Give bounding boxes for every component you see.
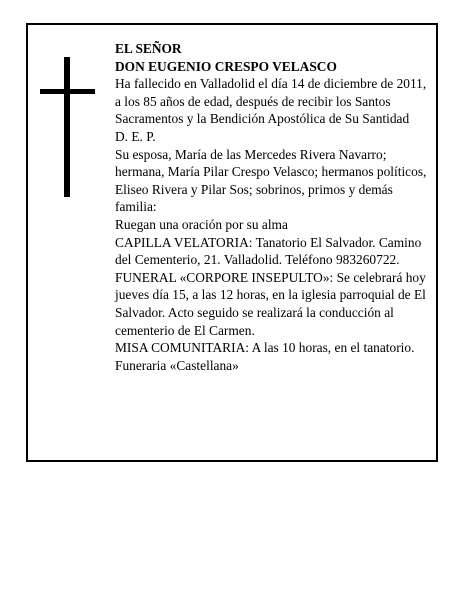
notice-text <box>115 40 427 374</box>
notice-title-line-2: DON EUGENIO CRESPO VELASCO <box>115 58 337 74</box>
notice-paragraph-prayer: Ruegan una oración por su alma <box>115 216 288 232</box>
notice-paragraph-death: Ha fallecido en Valladolid el día 14 de diciembre de 2011, a los 85 años de edad, después de recibir los Santos Sacramentos y la Bendición Apostólica de Su Santidad <box>115 76 427 127</box>
latin-cross-icon <box>40 57 95 197</box>
notice-paragraph-funeral-home: Funeraria «Castellana» <box>115 357 239 373</box>
obituary-notice <box>26 23 438 462</box>
cross-horizontal-bar <box>40 89 95 94</box>
notice-paragraph-dep: D. E. P. <box>115 128 156 144</box>
notice-paragraph-mass: MISA COMUNITARIA: A las 10 horas, en el tanatorio. <box>115 340 415 356</box>
cross-vertical-bar <box>64 57 70 197</box>
notice-paragraph-funeral: FUNERAL «CORPORE INSEPULTO»: Se celebrará hoy jueves día 15, a las 12 horas, en la iglesia parroquial de El Salvador. Acto seguido se realizará la conducción al cementerio de El Carmen. <box>115 269 426 338</box>
notice-title-line-1: EL SEÑOR <box>115 41 182 56</box>
notice-paragraph-chapel: CAPILLA VELATORIA: Tanatorio El Salvador. Camino del Cementerio, 21. Valladolid. Teléfono 983260722. <box>115 234 422 268</box>
notice-paragraph-family: Su esposa, María de las Mercedes Rivera Navarro; hermana, María Pilar Crespo Velasco; hermanos políticos, Eliseo Rivera y Pilar Sos; sobrinos, primos y demás familia: <box>115 146 427 215</box>
